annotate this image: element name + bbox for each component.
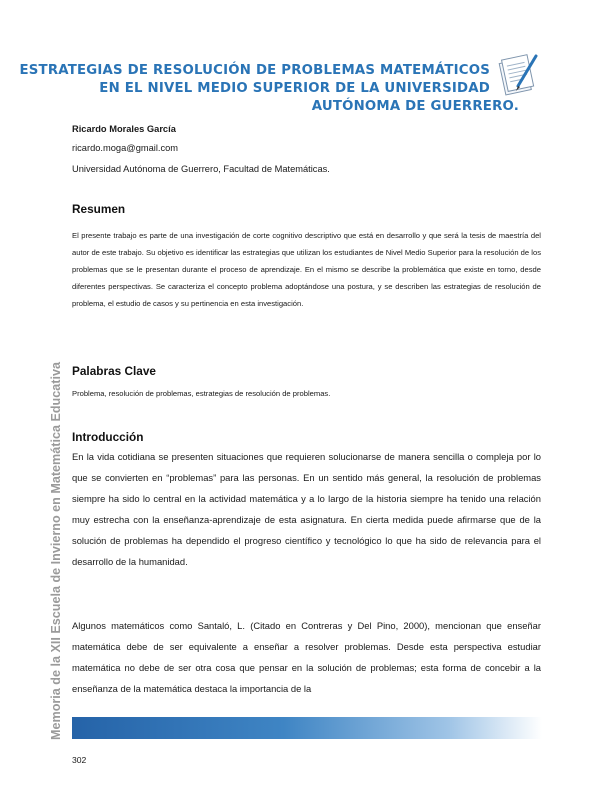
introduction-paragraph-1: En la vida cotidiana se presenten situaciones que requieren solucionarse de manera sencilla o compleja por lo que se convierten en “problemas” para las personas. En un sentido más general, la resolución de problemas siempre ha sido lo central en la actividad matemática y a lo largo de la historia siempre ha tenido una relación muy estrecha con la enseñanza-aprendizaje de esta asignatura. En cierta medida puede afirmarse que de la solución de problemas ha dependido el progreso científico y tecnológico lo que ha sido de relevancia para el desarrollo de la humanidad.: [72, 451, 541, 567]
introduction-heading: Introducción: [72, 430, 144, 444]
footer-gradient-bar: [72, 717, 542, 739]
resumen-heading: Resumen: [72, 202, 126, 216]
author-affiliation: Universidad Autónoma de Guerrero, Facultad de Matemáticas.: [72, 164, 330, 174]
keywords-heading: Palabras Clave: [72, 364, 156, 378]
paper-title-line-2: EN EL NIVEL MEDIO SUPERIOR DE LA UNIVERSIDAD: [99, 81, 490, 96]
document-pen-icon: [496, 52, 540, 98]
keywords-text: Problema, resolución de problemas, estrategias de resolución de problemas.: [72, 389, 331, 398]
paper-title-line-3: AUTÓNOMA DE GUERRERO.: [311, 99, 519, 114]
paper-title-line-1: ESTRATEGIAS DE RESOLUCIÓN DE PROBLEMAS MATEMÁTICOS: [19, 63, 490, 78]
sidebar-conference-text: Memoria de la XII Escuela de Invierno en Matemática Educativa: [49, 362, 63, 740]
introduction-paragraph-2: Algunos matemáticos como Santaló, L. (Citado en Contreras y Del Pino, 2000), mencionan que enseñar matemática debe de ser equivalente a enseñar a resolver problemas. Desde esta perspectiva estudiar matemática no debe de ser otra cosa que pensar en la solución de problemas; esta forma de concebir a la enseñanza de la matemática destaca la importancia de la: [72, 620, 541, 694]
page-number: 302: [72, 755, 87, 765]
author-email: ricardo.moga@gmail.com: [72, 143, 179, 153]
abstract-text: El presente trabajo es parte de una investigación de corte cognitivo descriptivo que está en desarrollo y que será la tesis de maestría del autor de este trabajo. Su objetivo es identificar las estrategias que utilizan los estudiantes de Nivel Medio Superior para la resolución de los problemas que se le presentan durante el proceso de aprendizaje. En el mismo se describe la problemática que existe en torno, desde diferentes perspectivas. Se caracteriza el concepto problema adoptándose una postura, y se describen las estrategias de resolución de problema, el estudio de casos y su pertinencia en esta investigación.: [72, 231, 541, 308]
author-name: Ricardo Morales García: [72, 124, 176, 134]
